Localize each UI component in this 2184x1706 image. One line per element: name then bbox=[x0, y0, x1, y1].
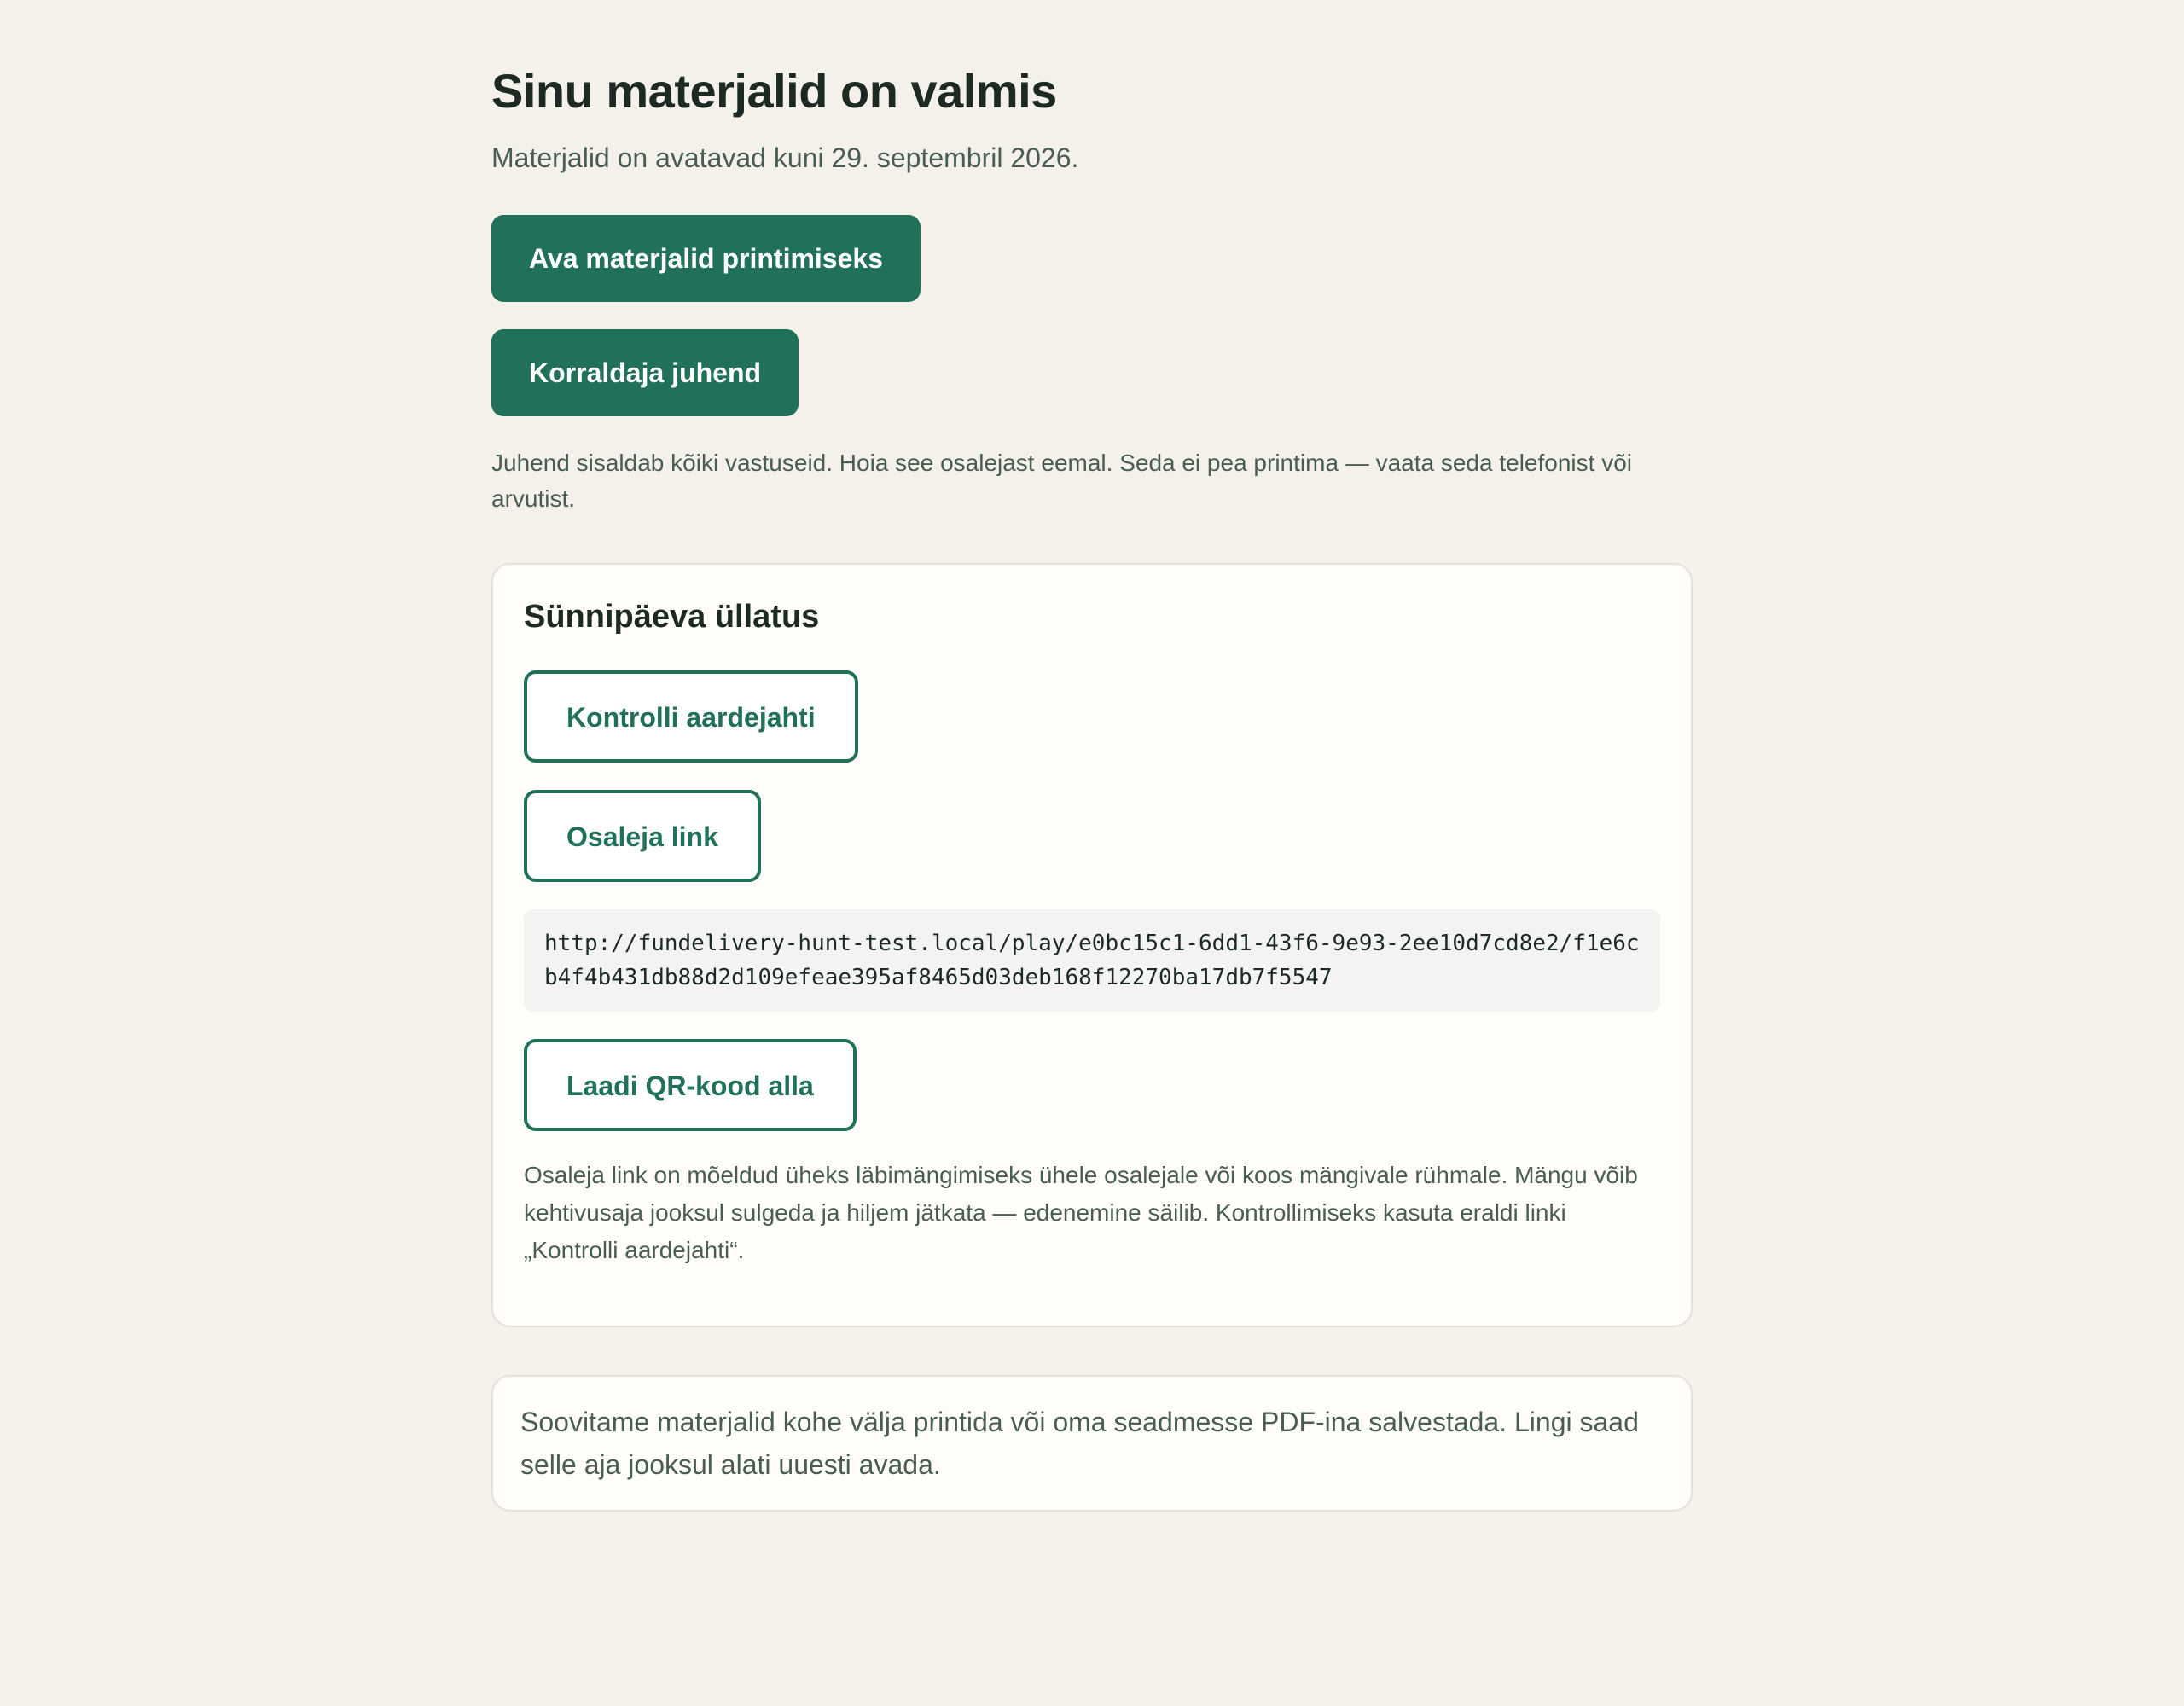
participant-link-button-row bbox=[524, 790, 1660, 882]
guide-button-row bbox=[491, 329, 1693, 416]
guide-note: Juhend sisaldab kõiki vastuseid. Hoia see osalejast eemal. Seda ei pea printima — vaata seda telefonist või arvutist. bbox=[491, 450, 1632, 512]
organizer-guide-button[interactable]: Korraldaja juhend bbox=[491, 329, 799, 416]
save-recommendation-text: Soovitame materjalid kohe välja printida või oma seadmesse PDF-ina salvestada. Lingi saad selle aja jooksul alati uuesti avada. bbox=[520, 1407, 1639, 1480]
download-qr-button[interactable]: Laadi QR-kood alla bbox=[524, 1039, 857, 1131]
availability-subtitle: Materjalid on avatavad kuni 29. septembril 2026. bbox=[491, 142, 1079, 173]
print-button-row bbox=[491, 215, 1693, 302]
participant-link-button[interactable]: Osaleja link bbox=[524, 790, 761, 882]
participant-link-url[interactable]: http://fundelivery-hunt-test.local/play/e0bc15c1-6dd1-43f6-9e93-2ee10d7cd8e2/f1e6cb4f4b431db88d2d109efeae395af8465d03deb168f12270ba17db7f5547 bbox=[524, 909, 1660, 1012]
hunt-card bbox=[491, 563, 1693, 1327]
participant-link-note: Osaleja link on mõeldud üheks läbimängimiseks ühele osalejale või koos mängivale rühmale. Mängu võib kehtivusaja jooksul sulgeda ja hiljem jätkata — edenemine säilib. Kontrollimiseks kasuta eraldi linki „Kontrolli aardejahti“. bbox=[524, 1162, 1638, 1263]
save-recommendation-box bbox=[491, 1375, 1693, 1512]
qr-button-row bbox=[524, 1039, 1660, 1131]
check-hunt-button[interactable]: Kontrolli aardejahti bbox=[524, 670, 858, 763]
hunt-title: Sünnipäeva üllatus bbox=[524, 599, 820, 635]
open-print-materials-button[interactable]: Ava materjalid printimiseks bbox=[491, 215, 921, 302]
page-title: Sinu materjalid on valmis bbox=[491, 64, 1057, 118]
main-content bbox=[491, 0, 1693, 1512]
check-button-row bbox=[524, 670, 1660, 763]
